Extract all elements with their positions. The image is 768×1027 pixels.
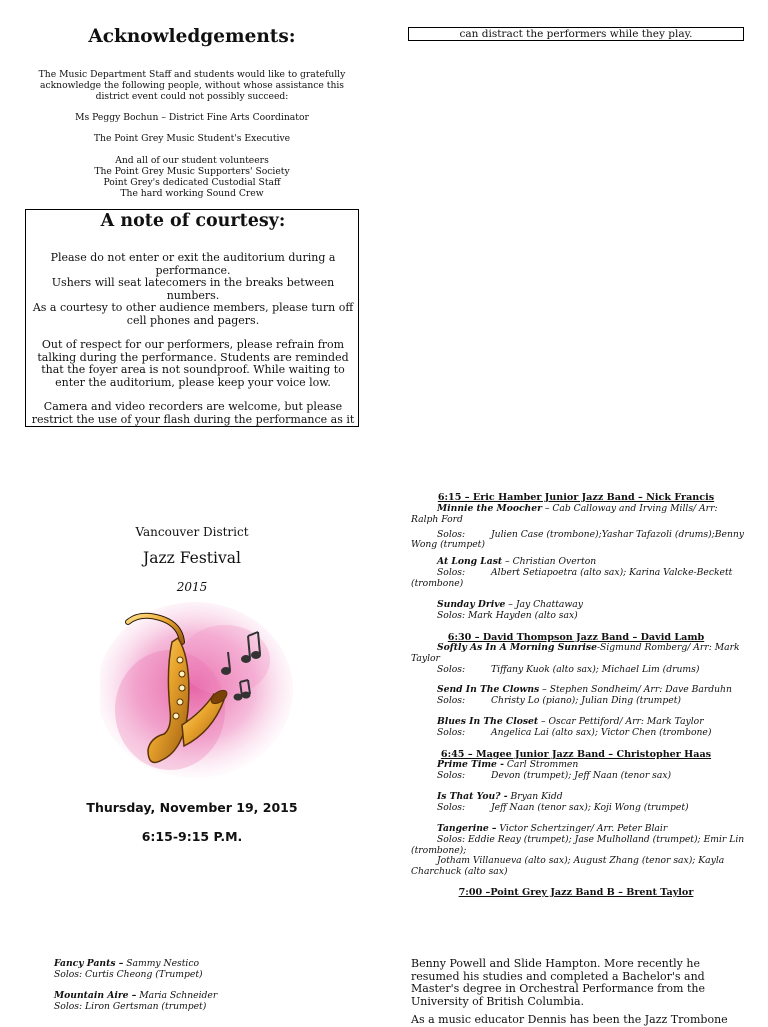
program-entry bbox=[54, 959, 374, 981]
solos-text: Solos: Eddie Reay (trumpet); Jase Mulholland (trumpet); Emir Lin (trombone); bbox=[411, 833, 745, 856]
program-entry bbox=[411, 557, 747, 589]
courtesy-paragraph-entry: Please do not enter or exit the auditorium during a performance. bbox=[50, 251, 336, 277]
acknowledgement-item: Point Grey's dedicated Custodial Staff bbox=[103, 177, 281, 188]
piece-credit: – Jay Chattaway bbox=[505, 599, 583, 610]
solos-text: Jotham Villanueva (alto sax); August Zhang (tenor sax); Kayla Charchuck (alto sax) bbox=[411, 855, 725, 878]
solos-text: Jeff Naan (tenor sax); Koji Wong (trumpet) bbox=[491, 801, 689, 813]
solos-text: Tiffany Kuok (alto sax); Michael Lim (drums) bbox=[491, 663, 700, 675]
acknowledgement-executive: The Point Grey Music Student's Executive bbox=[93, 133, 291, 144]
courtesy-paragraph-noise: Out of respect for our performers, please refrain from talking during the performance. Students are reminded that the foyer area is not soundproof. While waiting to enter the auditorium, please keep your voice low. bbox=[37, 338, 349, 389]
band-header: 6:30 – David Thompson Jazz Band – David Lamb bbox=[447, 632, 705, 643]
solos-label: Solos: bbox=[437, 528, 466, 540]
piece-title: Send In The Clowns bbox=[437, 684, 540, 695]
cover-date: Thursday, November 19, 2015 bbox=[86, 800, 298, 815]
program-entry bbox=[411, 760, 747, 782]
solos-text: Solos: Liron Gertsman (trumpet) bbox=[54, 1000, 207, 1012]
solos-label: Solos: bbox=[437, 769, 466, 781]
acknowledgements-intro: The Music Department Staff and students would like to gratefully acknowledge the following people, without whose assistance this district event could not possibly succeed: bbox=[38, 69, 346, 102]
courtesy-paragraph-camera: Camera and video recorders are welcome, but please restrict the use of your flash during the performance as it bbox=[31, 400, 355, 426]
piece-credit: -Sigmund Romberg/ Arr: Mark Taylor bbox=[411, 642, 740, 664]
courtesy-paragraph-latecomers: Ushers will seat latecomers in the breaks between numbers. bbox=[51, 276, 335, 302]
program-entry bbox=[411, 717, 747, 739]
piece-credit: – Stephen Sondheim/ Arr: Dave Barduhn bbox=[539, 684, 732, 695]
piece-title: At Long Last bbox=[437, 556, 503, 567]
cover-district: Vancouver District bbox=[135, 525, 249, 539]
solos-label: Solos: bbox=[437, 694, 466, 706]
solos-text: Christy Lo (piano); Julian Ding (trumpet) bbox=[491, 694, 681, 706]
acknowledgement-item: The hard working Sound Crew bbox=[120, 188, 264, 199]
piece-credit: Sammy Nestico bbox=[123, 958, 200, 969]
cover-festival-title: Jazz Festival bbox=[143, 549, 241, 567]
acknowledgements-title: Acknowledgements: bbox=[88, 26, 296, 47]
saxophone-illustration bbox=[100, 600, 300, 785]
piece-credit: Maria Schneider bbox=[136, 990, 218, 1001]
program-entry bbox=[411, 824, 747, 878]
piece-credit: Victor Schertzinger/ Arr. Peter Blair bbox=[496, 823, 668, 834]
piece-title: Blues In The Closet bbox=[437, 716, 539, 727]
band-header: 7:00 –Point Grey Jazz Band B – Brent Taylor bbox=[458, 887, 694, 898]
cover-year: 2015 bbox=[176, 580, 208, 594]
solos-label: Solos: bbox=[437, 726, 466, 738]
program-entry bbox=[411, 643, 747, 675]
piece-credit: Carl Strommen bbox=[503, 759, 579, 770]
piece-title: Minnie the Moocher bbox=[437, 503, 542, 514]
piece-credit: Bryan Kidd bbox=[507, 791, 563, 802]
cover-time: 6:15-9:15 P.M. bbox=[141, 829, 243, 844]
courtesy-box bbox=[25, 209, 359, 427]
piece-title: Is That You? - bbox=[437, 791, 508, 802]
piece-title: Tangerine – bbox=[437, 823, 497, 834]
director-bio: Benny Powell and Slide Hampton. More recently he resumed his studies and completed a Bachelor's and Master's degree in Orchestral Performance from the University of British Columbia. bbox=[411, 957, 705, 1008]
solos-text: Angelica Lai (alto sax); Victor Chen (trombone) bbox=[491, 726, 712, 738]
program-entry bbox=[411, 685, 747, 707]
program-entry bbox=[54, 991, 374, 1013]
courtesy-paragraph-phones: As a courtesy to other audience members, please turn off cell phones and pagers. bbox=[32, 301, 354, 327]
acknowledgement-item: The Point Grey Music Supporters' Society bbox=[94, 166, 290, 177]
piece-credit: – Cab Calloway and Irving Mills/ Arr: Ralph Ford bbox=[411, 503, 718, 525]
piece-title: Softly As In A Morning Sunrise bbox=[437, 642, 597, 653]
program-entry bbox=[411, 600, 747, 622]
solos-label: Solos: bbox=[437, 566, 466, 578]
courtesy-title: A note of courtesy: bbox=[100, 211, 286, 231]
band-header: 6:15 – Eric Hamber Junior Jazz Band – Nick Francis bbox=[437, 492, 715, 503]
program-entry bbox=[411, 504, 747, 551]
piece-credit: – Christian Overton bbox=[502, 556, 597, 567]
piece-title: Mountain Aire – bbox=[54, 990, 137, 1001]
solos-text: Devon (trumpet); Jeff Naan (tenor sax) bbox=[491, 769, 672, 781]
piece-credit: – Oscar Pettiford/ Arr: Mark Taylor bbox=[538, 716, 704, 727]
piece-title: Sunday Drive bbox=[437, 599, 506, 610]
solos-text: Julien Case (trombone);Yashar Tafazoli (drums);Benny Wong (trumpet) bbox=[411, 528, 744, 551]
acknowledgement-item: And all of our student volunteers bbox=[115, 155, 269, 166]
director-bio-continued: As a music educator Dennis has been the Jazz Trombone bbox=[411, 1013, 728, 1026]
solos-label: Solos: bbox=[437, 801, 466, 813]
piece-title: Prime Time - bbox=[437, 759, 504, 770]
acknowledgement-list bbox=[34, 155, 350, 199]
courtesy-continued-box: can distract the performers while they play. bbox=[408, 27, 744, 41]
solos-label: Solos: bbox=[437, 663, 466, 675]
solos-text: Albert Setiapoetra (alto sax); Karina Valcke-Beckett (trombone) bbox=[411, 566, 733, 589]
solos-text: Solos: Curtis Cheong (Trumpet) bbox=[54, 968, 203, 980]
acknowledgement-coordinator: Ms Peggy Bochun – District Fine Arts Coordinator bbox=[75, 112, 309, 123]
program-entry bbox=[411, 792, 747, 814]
solos-text: Solos: Mark Hayden (alto sax) bbox=[437, 609, 578, 621]
piece-title: Fancy Pants – bbox=[54, 958, 124, 969]
band-header: 6:45 – Magee Junior Jazz Band – Christopher Haas bbox=[440, 749, 712, 760]
